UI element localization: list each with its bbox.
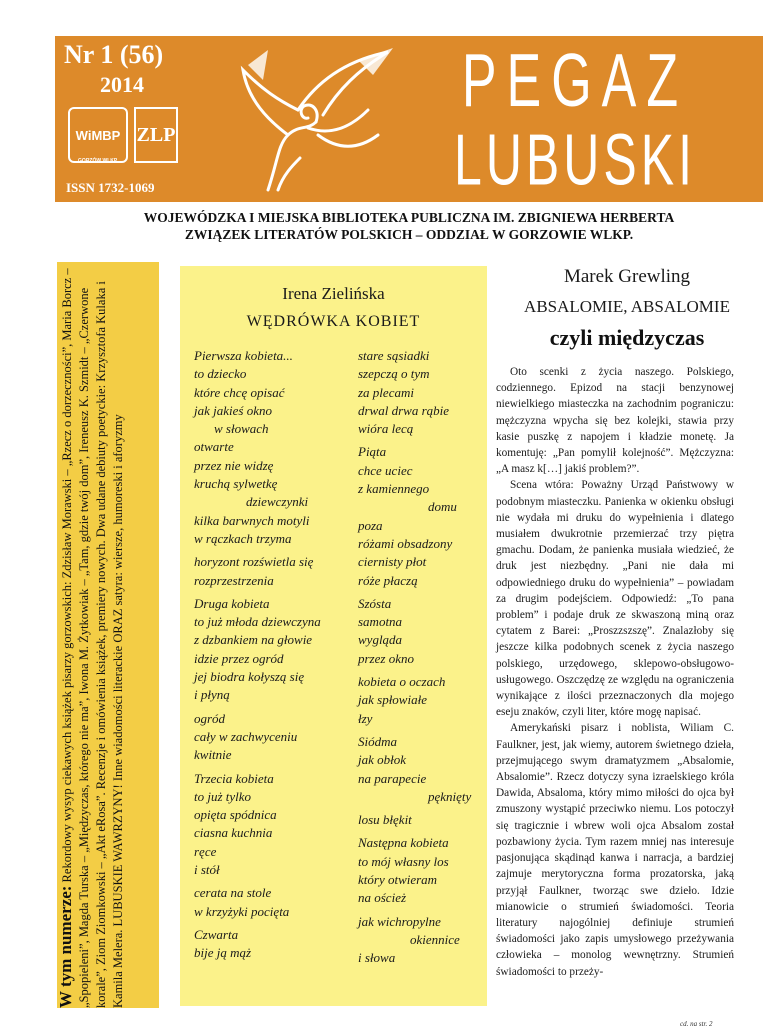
poem-line: wygląda [358,632,403,648]
poem-line: dziewczynki [246,494,309,510]
article-author: Marek Grewling [563,266,691,287]
poem-line: to już tylko [194,788,252,804]
poem-line: domu [428,499,457,515]
poem-line: drwal drwa rąbie [358,402,450,418]
poem-line: Druga kobieta [194,595,270,611]
poem-title: WĘDRÓWKA KOBIET [246,313,421,330]
poem-line: jak jakieś okno [194,402,272,418]
poem-line: Siódma [358,733,397,749]
poem-line: i płyną [194,687,230,703]
contents-body: Rekordowy wysyp ciekawych książek pisarzy gorzowskich: Zdzisław Morawski – „Rzecz o dorzeczności”, Maria Borcz – „Spopieleni”, Magda Turska – „Międzyczas, którego nie ma”, Iwona M. Żytkowiak – „Tam, gdzie twój dom”, Ireneusz K. Szmidt – „Czerwone korale”, Ziom Ziomkowski – „Akt eRosa”. Recenzje i omówienia książek, premiery nowych. Dwa udane debiuty poetyckie: Krzysztofa Kulaka i Kamila Melera. LUBUSKIE WAWRZYNY! Inne wiadomości literackie ORAZ satyra: wiersze, humoreski i aforyzmy [60,268,125,1008]
contents-text [57,262,159,1008]
poem-line: ręce [194,843,217,859]
contents-heading: W tym numerze: [56,885,75,1008]
poem-line: Trzecia kobieta [194,770,274,786]
poem-line: i słowa [358,950,396,966]
issue-year: 2014 [100,72,144,97]
poem-line: poza [358,517,383,533]
poem-line: ogród [194,710,226,726]
poem-line: który otwieram [358,872,438,888]
poem-line: na oścież [358,890,407,906]
poem-line: jak wichropylne [358,913,441,929]
poem-line: z kamiennego [358,481,430,497]
magazine-title-line2: LUBUSKI [454,119,696,201]
poem-column-2 [358,347,483,968]
magazine-title-line1: PEGAZ [461,39,689,124]
poem-line: kilka barwnych motyli [194,512,310,528]
poem-line: ciernisty płot [358,554,427,570]
poem-line: wióra lecą [358,421,414,437]
poem-line: to już młoda dziewczyna [194,614,321,630]
poem-line: bije ją mąż [194,945,252,961]
continued-note: cd. na str. 2 [680,1020,713,1028]
poem-line: rozprzestrzenia [194,572,274,588]
poem-line: i stół [194,862,220,878]
poem-line: to mój własny los [358,853,449,869]
wimbp-logo-subtext: GORZÓW WLKP. [78,158,118,164]
wimbp-logo-text: WiMBP [75,127,121,143]
poem-line: Piąta [358,444,387,460]
poem-line: okiennice [410,931,460,947]
poem-line: przez okno [358,650,414,666]
poem-line: otwarte [194,439,234,455]
poem-line: cerata na stole [194,885,272,901]
publisher-line-2: ZWIĄZEK LITERATÓW POLSKICH – ODDZIAŁ W GORZOWIE WLKP. [184,227,634,242]
article-title: ABSALOMIE, ABSALOMIE [524,297,730,316]
wimbp-logo [68,107,128,163]
zlp-logo [134,107,178,163]
poem-line: cały w zachwyceniu [194,728,298,744]
poem-line: to dziecko [194,366,247,382]
poem-line: szepczą o tym [358,366,430,382]
publisher-line-1: WOJEWÓDZKA I MIEJSKA BIBLIOTEKA PUBLICZNA IM. ZBIGNIEWA HERBERTA [143,210,675,225]
poem-line: Szósta [358,595,392,611]
poem-line: kobieta o oczach [358,674,446,690]
article-subtitle: czyli międzyczas [549,325,705,350]
poem-line: jej biodra kołyszą się [194,669,305,685]
article-paragraph: Scena wtóra: Poważny Urząd Państwowy w podobnym miasteczku. Panienka w okienku obsługi nie wydała mi druku do wypełnienia i dlatego musiałem dwukrotnie przemierzać trzy piętra gmachu. Dodam, że panienka musiała wiedzieć, że druk jest niezbędny. „Pani nie dała mi odpowiedniego druku do wypełnienia” – powiadam za drugim podejściem. Odpowiedź: „To pana problem” i podaje druk ze skwaszoną miną oraz cytatem z Barei: „Proszzszszę”. Znalazłoby się jeszcze kilka podobnych scenek z życia naszego polskiego, urzędowego, sklepowo-obsługowo-usługowego. Oszczędzę ze względu na ograniczenia wynikające z ilości przeznaczonych dla mojego eseju znaków, czyli liter, które mogę napisać. [496,479,734,719]
zlp-logo-text: ZLP [136,123,176,146]
poem-line: Czwarta [194,926,239,942]
poem-line: Pierwsza kobieta... [194,348,293,363]
poem-line: różami obsadzony [358,535,453,551]
poem-line: róże płaczą [358,572,418,588]
poem-line: ciasna kuchnia [194,825,273,841]
poem-line: Następna kobieta [358,835,449,851]
issue-number: Nr 1 (56) [64,40,164,69]
poem-line: samotna [358,614,403,630]
poem-line: jak obłok [358,752,407,768]
poem-line: stare sąsiadki [358,348,430,363]
poem-line: za plecami [358,384,414,400]
poem-author: Irena Zielińska [282,284,385,303]
poem-line: z dzbankiem na głowie [194,632,313,648]
poem-column-1 [194,347,342,963]
poem-line: kruchą sylwetkę [194,476,278,492]
poem-line: które chcę opisać [194,384,285,400]
poem-line: w krzyżyki pocięta [194,903,290,919]
poem-line: przez nie widzę [194,457,274,473]
poem-line: kwitnie [194,747,232,763]
poem-line: łzy [358,710,373,726]
poem-line: opięta spódnica [194,807,277,823]
article-paragraph: Amerykański pisarz i noblista, Wiliam C. Faulkner, jest, jak wiemy, autorem świetnego dzieła, przejmującego swym dramatyzmem „Absalomie, Absalomie”. Rzecz dotyczy syna izraelskiego króla Dawida, Absaloma, który mimo miłości do ojca był zmuszony wystąpić przeciwko niemu. Los potoczył się tragicznie i wbrew woli ojca Absalom został pozbawiony życia. Tym razem mniej nas interesuje pasjonująca skądinąd kanwa i narracja, a bardziej zajmuje merytoryczna forma prozatorska, jaką przyjął Faulkner, tworząc swe dzieło. Idzie mianowicie o strumień świadomości. Teoria literatury najogólniej definiuje strumień świadomości jako zapis umysłowego przeżywania człowieka – monolog wewnętrzny. Strumień świadomości to przeży- [496,722,734,978]
poem-line: pęknięty [428,788,472,804]
poem-line: na parapecie [358,770,427,786]
poem-line: idzie przez ogród [194,650,284,666]
poem-line: chce uciec [358,462,413,478]
poem-line: w słowach [214,421,269,437]
article-paragraph: Oto scenki z życia naszego. Polskiego, codziennego. Epizod na stacji benzynowej niewielkiego miasteczka na zachodnim pograniczu: mężczyzna wpycha się bez kolejki, stawia przy kasie puszkę z napojem i kładzie monetę. Ja komentuję: „Pan pomylił kolejność”. Mężczyzna: „A masz k[…] jakiś problem?”. [496,366,734,476]
poem-line: w rączkach trzyma [194,530,292,546]
poem-line: jak spłowiałe [358,692,427,708]
poem-line: horyzont rozświetla się [194,554,314,570]
article-body [496,364,734,980]
issn: ISSN 1732-1069 [66,180,155,195]
pegasus-logo-icon [208,40,398,202]
poem-line: losu błękit [358,812,412,828]
